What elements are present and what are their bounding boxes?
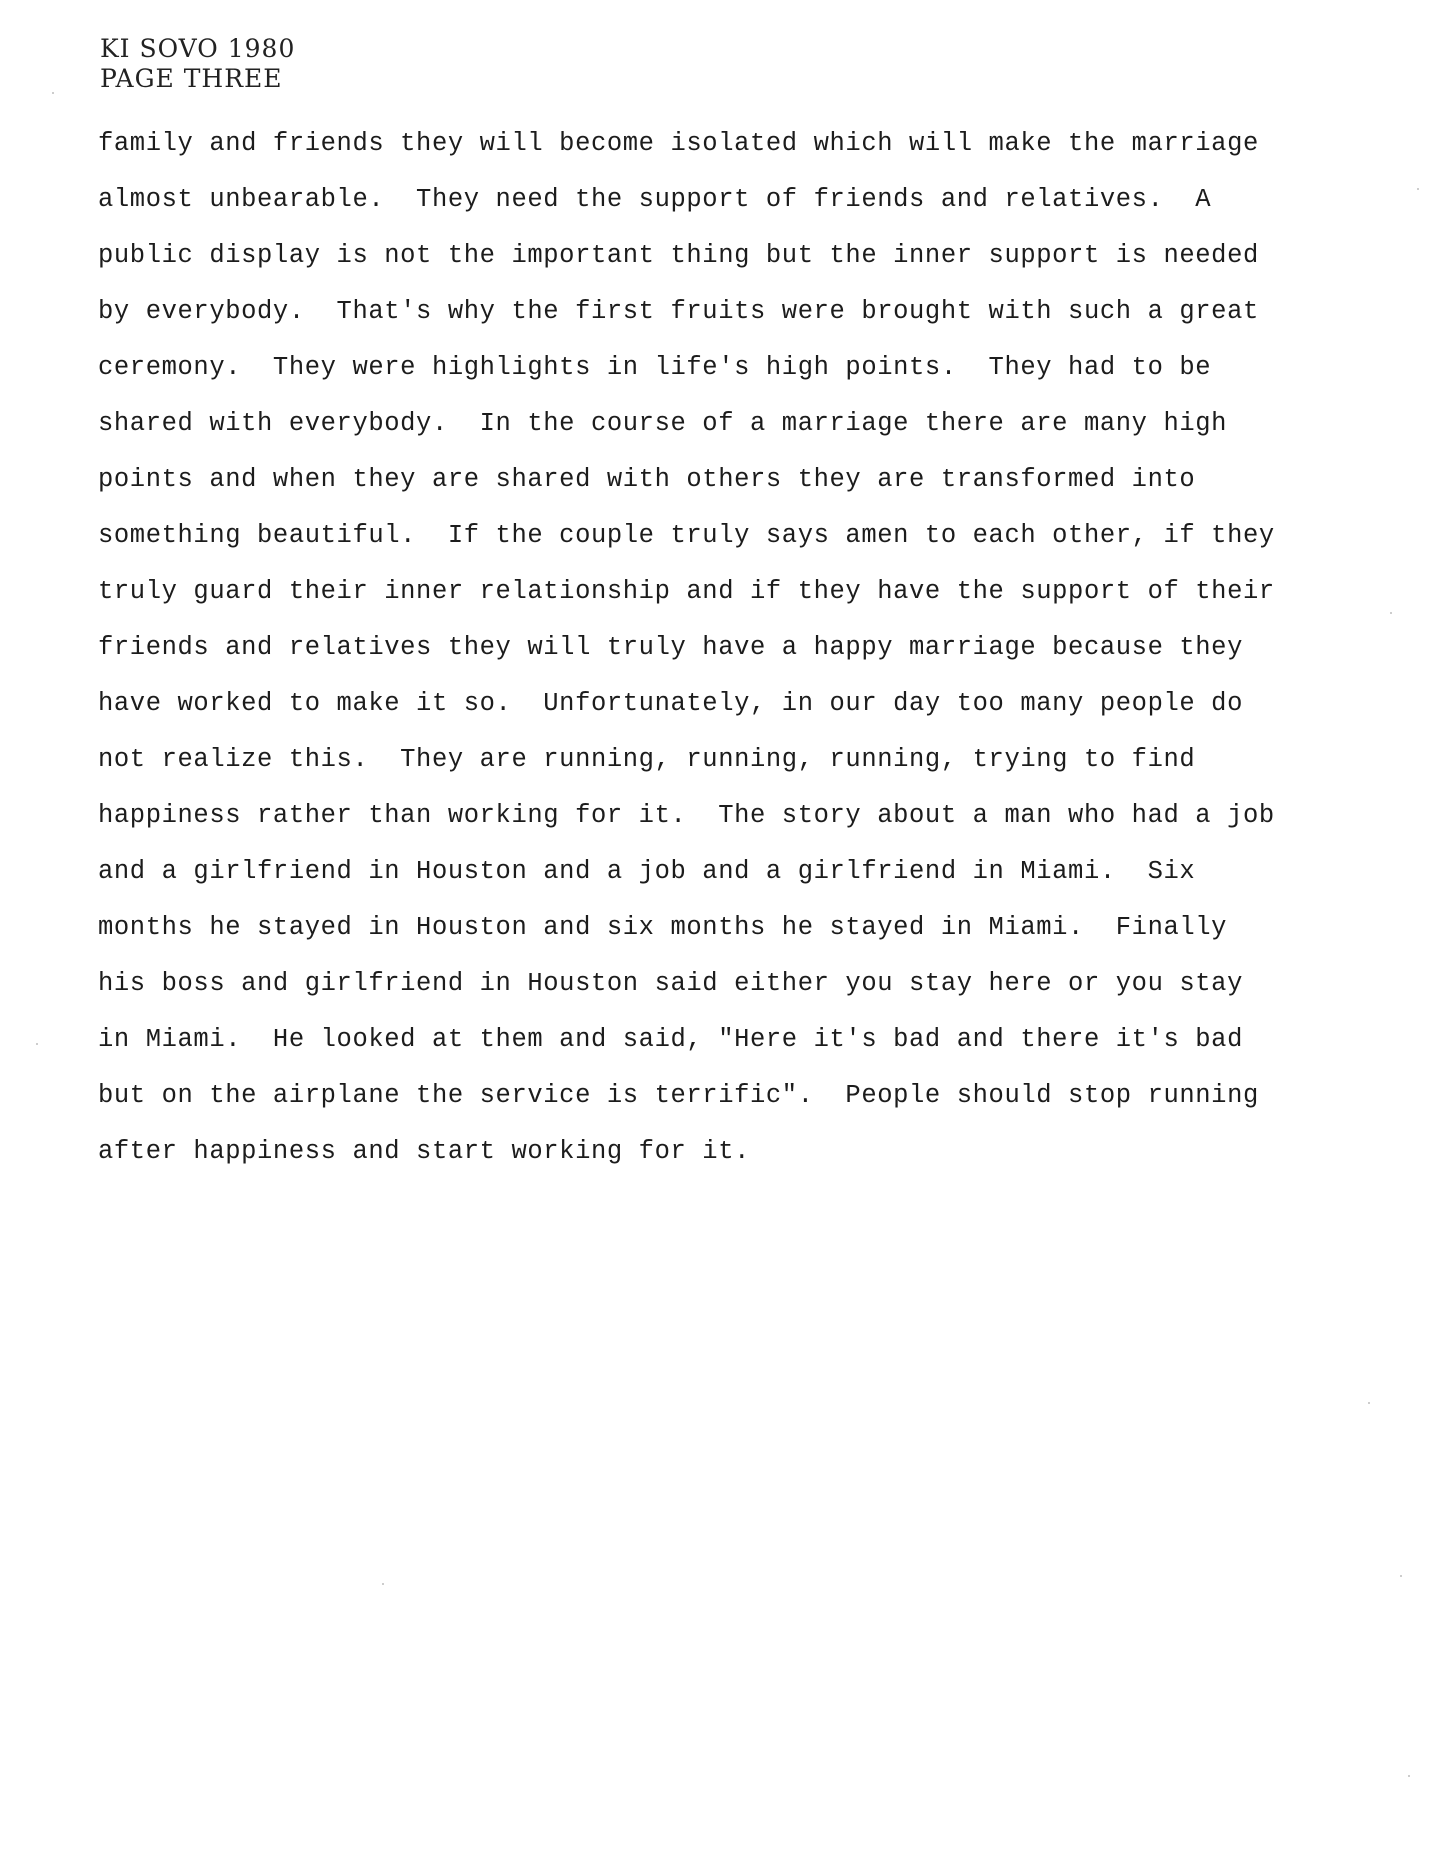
text-line: his boss and girlfriend in Houston said either you stay here or you stay — [98, 969, 1243, 998]
text-line: and a girlfriend in Houston and a job and a girlfriend in Miami. Six — [98, 857, 1196, 886]
text-line: almost unbearable. They need the support of friends and relatives. A — [98, 185, 1212, 214]
text-line: have worked to make it so. Unfortunately, in our day too many people do — [98, 689, 1243, 718]
text-line: after happiness and start working for it. — [98, 1137, 751, 1166]
text-line: family and friends they will become isolated which will make the marriage — [98, 129, 1259, 158]
text-line: truly guard their inner relationship and if they have the support of their — [98, 577, 1275, 606]
text-line: shared with everybody. In the course of a marriage there are many high — [98, 409, 1228, 438]
text-line: not realize this. They are running, running, running, trying to find — [98, 745, 1196, 774]
scan-speck — [1400, 1575, 1402, 1577]
text-line: friends and relatives they will truly have a happy marriage because they — [98, 633, 1243, 662]
scan-speck — [1368, 1402, 1370, 1404]
header-title: KI SOVO 1980 — [100, 34, 296, 63]
text-line: in Miami. He looked at them and said, "Here it's bad and there it's bad — [98, 1025, 1243, 1054]
scan-speck — [1417, 188, 1419, 190]
body-paragraph — [98, 116, 1388, 1180]
scan-speck — [1408, 1775, 1410, 1777]
text-line: something beautiful. If the couple truly says amen to each other, if they — [98, 521, 1275, 550]
text-line: points and when they are shared with others they are transformed into — [98, 465, 1196, 494]
scan-speck — [36, 1043, 38, 1045]
text-line: ceremony. They were highlights in life's high points. They had to be — [98, 353, 1212, 382]
scan-speck — [382, 1583, 384, 1585]
header-page-number: PAGE THREE — [100, 64, 283, 93]
scan-speck — [1390, 612, 1392, 614]
text-line: happiness rather than working for it. The story about a man who had a job — [98, 801, 1275, 830]
text-line: but on the airplane the service is terrific". People should stop running — [98, 1081, 1259, 1110]
text-line: months he stayed in Houston and six months he stayed in Miami. Finally — [98, 913, 1228, 942]
text-line: public display is not the important thing but the inner support is needed — [98, 241, 1259, 270]
scan-speck — [52, 92, 54, 94]
page-header — [100, 34, 295, 94]
text-line: by everybody. That's why the first fruits were brought with such a great — [98, 297, 1259, 326]
